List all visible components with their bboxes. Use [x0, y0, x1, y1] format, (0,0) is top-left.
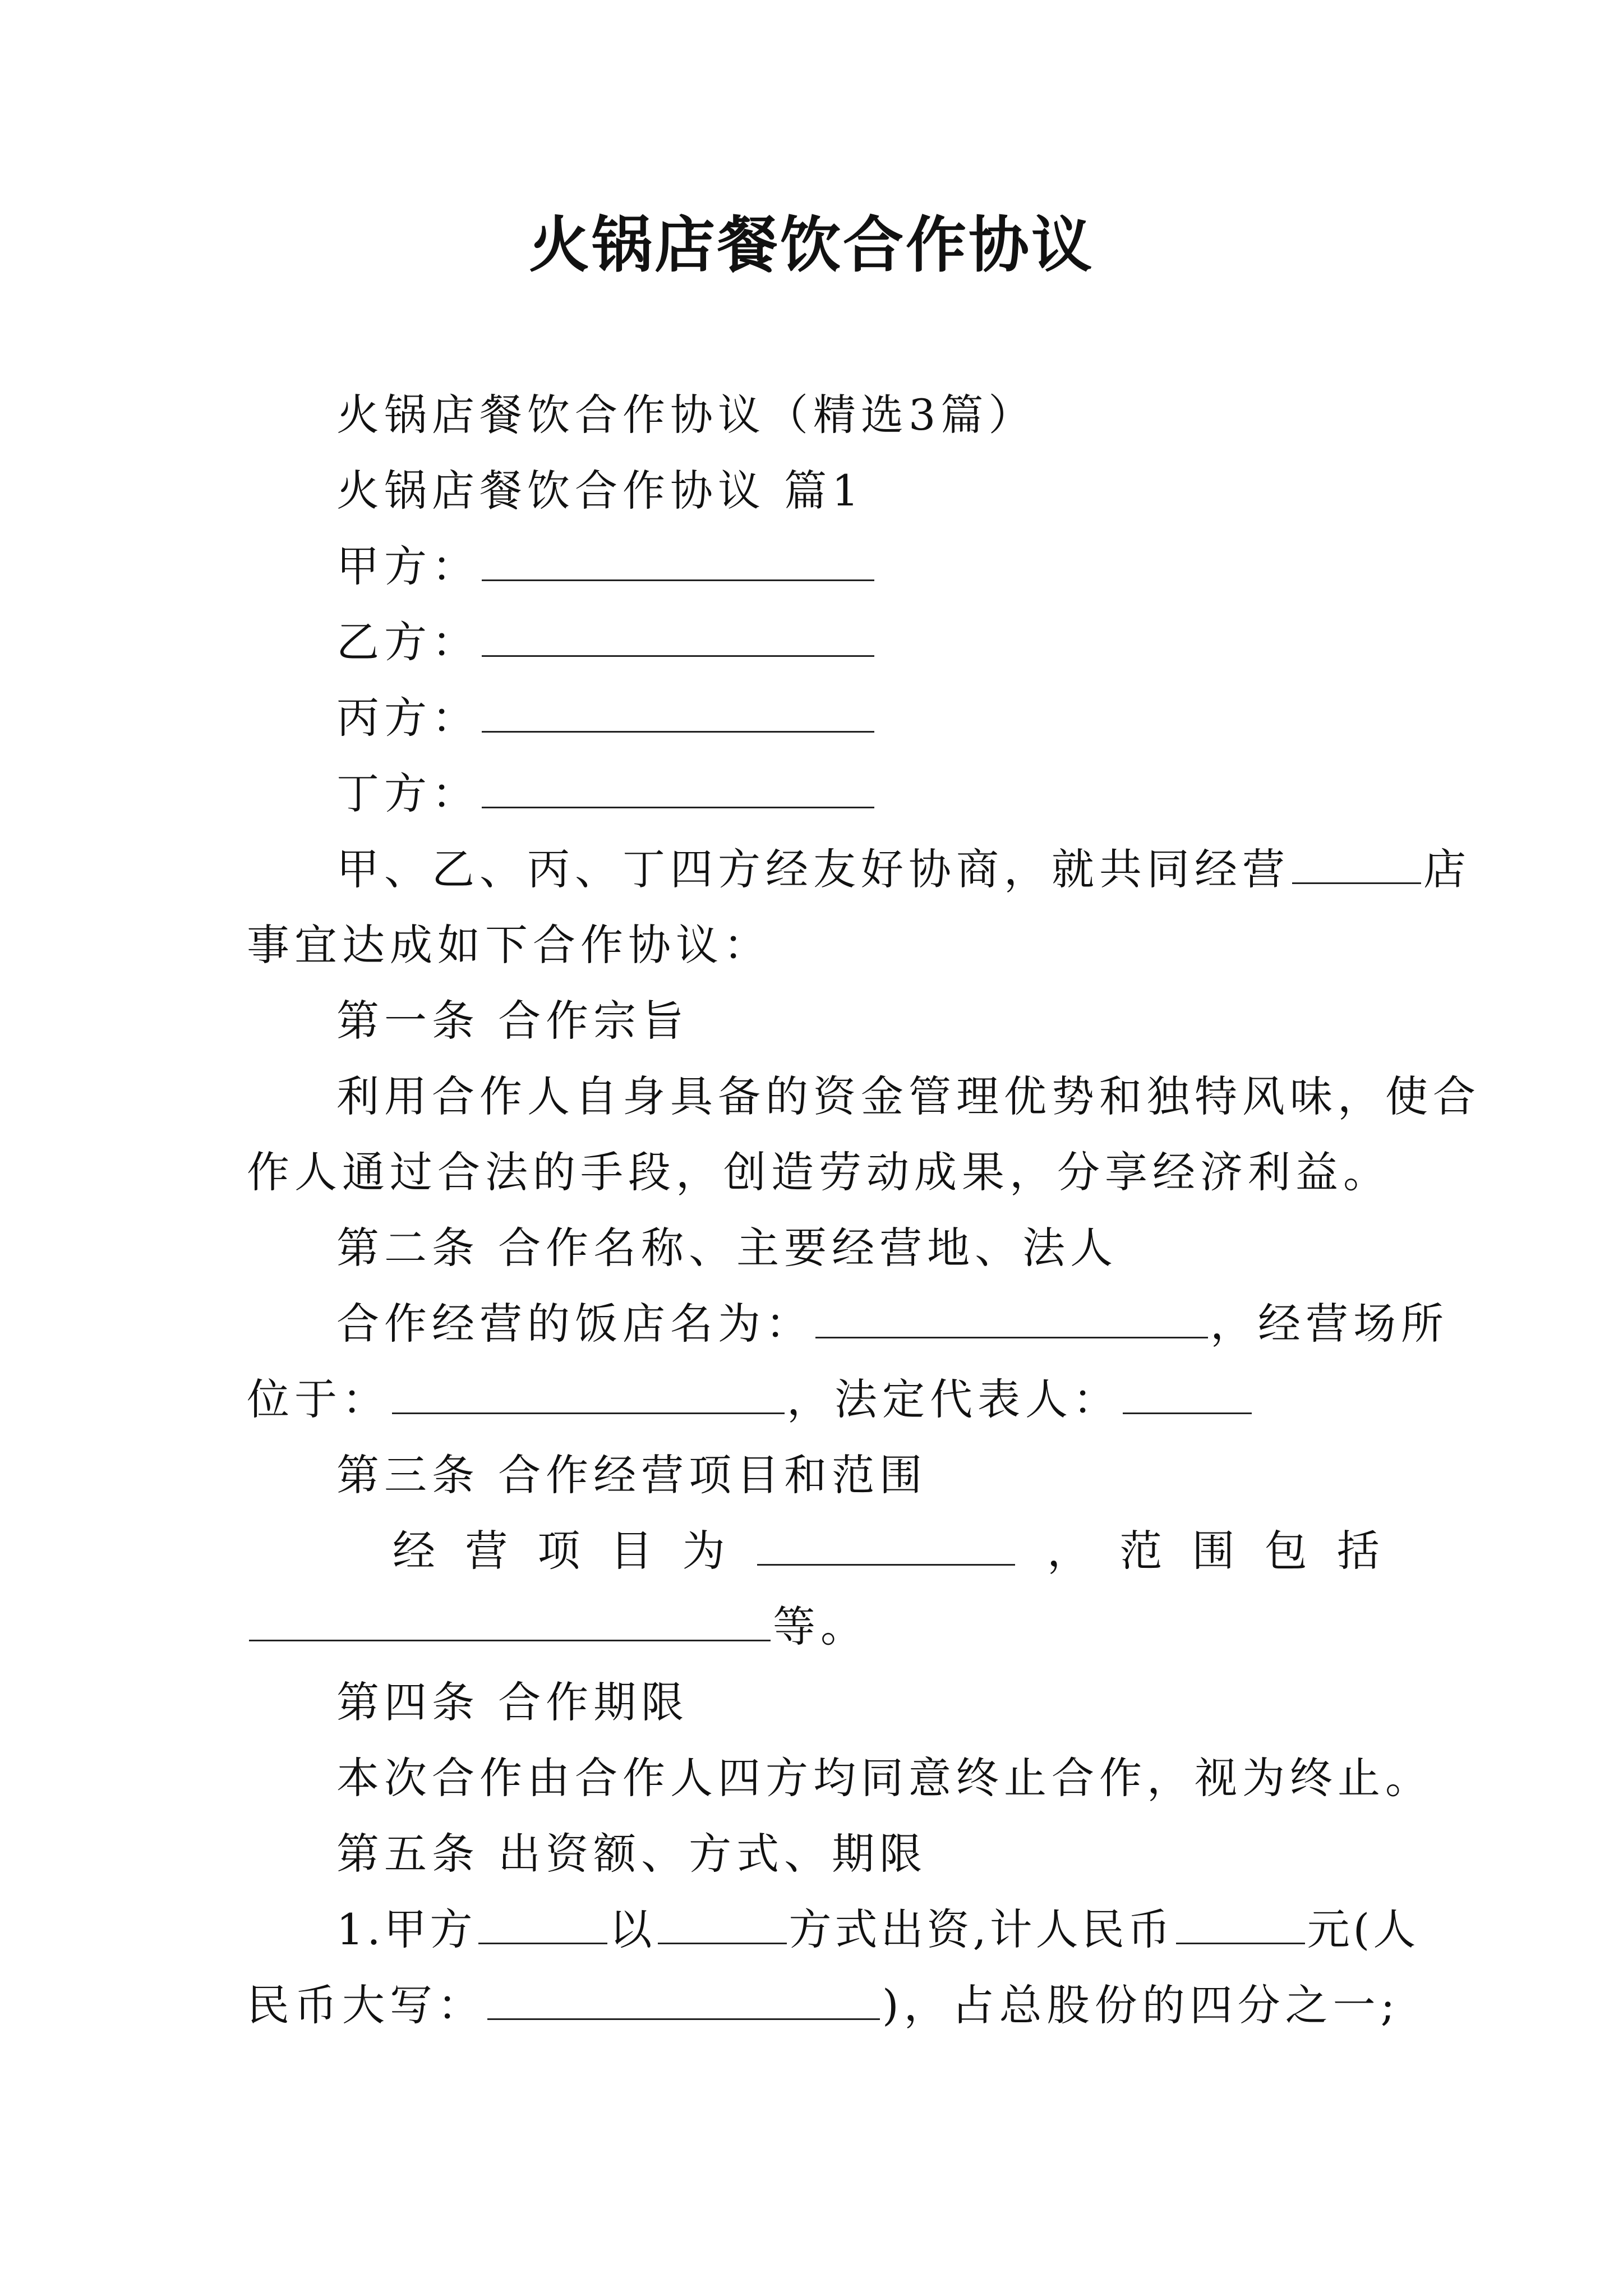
article-1-body-2: 作人通过合法的手段，创造劳动成果，分享经济利益。: [247, 1147, 1391, 1197]
section-heading: 火锅店餐饮合作协议 篇1: [336, 466, 864, 516]
art5-text: )，占总股份的四分之一;: [882, 1980, 1400, 2030]
article-2-body-1: [336, 1296, 1449, 1352]
article-3-body-1: [393, 1523, 1380, 1579]
legal-rep-label: ，法定代表人：: [787, 1374, 1121, 1424]
party-a-capital-blank: [478, 1903, 607, 1944]
art5-text: 方式出资,计人民币: [789, 1904, 1174, 1954]
art3-char: 包: [1264, 1526, 1307, 1576]
art3-char: 括: [1336, 1526, 1380, 1576]
party-a-line: [336, 539, 877, 595]
art5-text: 1.甲方: [336, 1904, 476, 1954]
party-d-line: [336, 766, 877, 822]
business-scope-blank: [249, 1600, 771, 1641]
art3-char: 范: [1119, 1526, 1163, 1576]
party-c-line: [336, 690, 877, 746]
premises-label: ，经营场所: [1210, 1299, 1449, 1349]
party-b-label: 乙方：: [336, 617, 479, 667]
article-1-title: 第一条 合作宗旨: [336, 996, 689, 1046]
art3-char: 为: [682, 1526, 725, 1576]
art3-char: 目: [610, 1526, 653, 1576]
art3-char: 经: [393, 1526, 435, 1576]
location-blank: [392, 1373, 785, 1414]
intro-line-1: [336, 841, 1471, 898]
article-2-body-2: [247, 1372, 1254, 1428]
art5-text: 元(人: [1307, 1904, 1419, 1954]
article-1-body-1: 利用合作人自身具备的资金管理优势和独特风味，使合: [336, 1071, 1481, 1121]
business-item-blank: [757, 1525, 1015, 1566]
article-5-item-1-cont: [247, 1977, 1400, 2033]
capital-method-blank: [658, 1903, 787, 1944]
art5-text: 民币大写：: [247, 1980, 485, 2030]
intro-line-2: 事宜达成如下合作协议：: [247, 920, 771, 970]
art3-char: 围: [1192, 1526, 1235, 1576]
article-2-title: 第二条 合作名称、主要经营地、法人: [336, 1223, 1118, 1273]
legal-rep-blank: [1123, 1373, 1252, 1414]
party-b-blank: [482, 616, 874, 657]
art3-char: 营: [465, 1526, 508, 1576]
subtitle: 火锅店餐饮合作协议（精选3篇）: [336, 390, 1036, 440]
document-title: 火锅店餐饮合作协议: [528, 210, 1094, 280]
article-5-item-1: [336, 1902, 1419, 1958]
art5-text: 以: [609, 1904, 656, 1954]
art3-char: 项: [537, 1526, 580, 1576]
party-d-blank: [482, 767, 874, 808]
capital-uppercase-blank: [487, 1979, 880, 2020]
capital-amount-blank: [1176, 1903, 1305, 1944]
article-3-body-2: [247, 1599, 868, 1655]
party-a-label: 甲方：: [336, 541, 479, 591]
party-c-label: 丙方：: [336, 693, 479, 743]
restaurant-name-label: 合作经营的饭店名为：: [336, 1299, 813, 1349]
location-label: 位于：: [247, 1374, 390, 1424]
article-3-title: 第三条 合作经营项目和范围: [336, 1450, 928, 1500]
intro-text-1b: 店: [1423, 844, 1471, 894]
article-4-title: 第四条 合作期限: [336, 1677, 689, 1727]
intro-text-1: 甲、乙、丙、丁四方经友好协商，就共同经营: [336, 844, 1290, 894]
art3-char: ，: [1047, 1526, 1090, 1576]
party-c-blank: [482, 692, 874, 733]
party-d-label: 丁方：: [336, 769, 479, 818]
party-a-blank: [482, 540, 874, 581]
article-4-body: 本次合作由合作人四方均同意终止合作，视为终止。: [336, 1753, 1433, 1803]
etc-label: 等。: [773, 1602, 868, 1651]
party-b-line: [336, 614, 877, 670]
article-5-title: 第五条 出资额、方式、期限: [336, 1829, 928, 1879]
restaurant-name-blank: [815, 1297, 1208, 1338]
shop-name-blank: [1292, 843, 1421, 884]
